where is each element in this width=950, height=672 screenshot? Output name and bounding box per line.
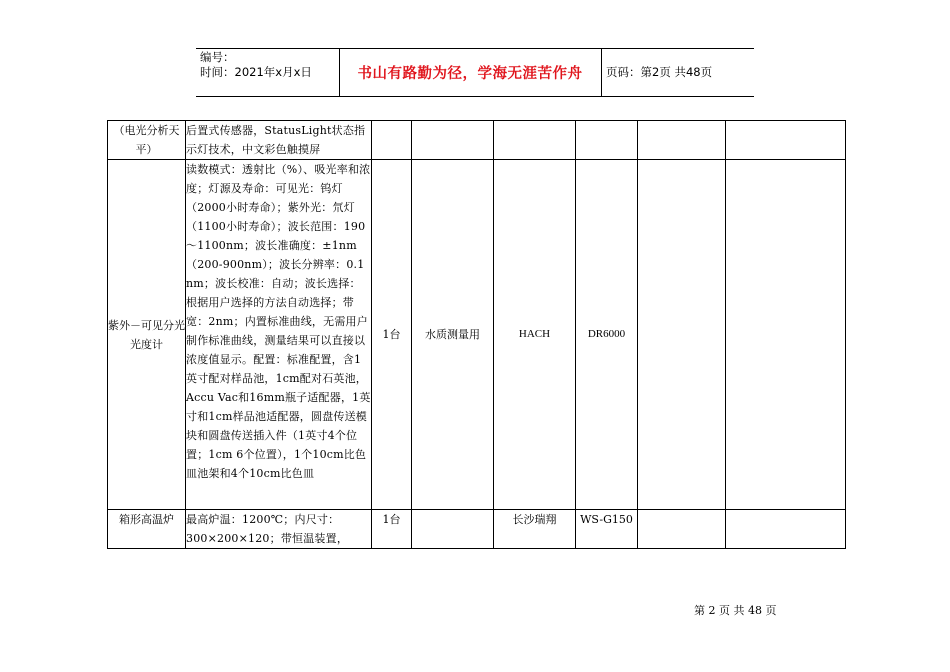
equipment-brand	[494, 121, 576, 160]
equipment-description: 读数模式：透射比（%）、吸光率和浓度；灯源及寿命：可见光：钨灯（2000小时寿命）；紫外光：氘灯（1100小时寿命）；波长范围：190～1100nm；波长准确度：±1nm（200-900nm）；波长分辨率：0.1 nm；波长校准：自动；波长选择：根据用户选择的方法自动选择；带宽：2nm；内置标准曲线，无需用户制作标准曲线，测量结果可以直接以浓度值显示。配置：标准配置，含1英寸配对样品池，1cm配对石英池，Accu Vac和16mm瓶子适配器，1英寸和1cm样品池适配器，圆盘传送模块和圆盘传送插入件（1英寸4个位置；1cm 6个位置），1个10cm比色皿池架和4个10cm比色皿	[186, 160, 372, 510]
header-bottom-rule	[196, 96, 754, 97]
equipment-name: 紫外－可见分光光度计	[108, 160, 186, 510]
equipment-brand: 长沙瑞翔	[494, 510, 576, 549]
equipment-model: WS-G150	[576, 510, 638, 549]
table-cell	[726, 160, 846, 510]
equipment-brand: HACH	[494, 160, 576, 510]
number-label: 编号：	[200, 50, 235, 64]
time-label: 时间：2021年x月x日	[200, 65, 312, 79]
table-cell	[638, 510, 726, 549]
equipment-purpose	[412, 121, 494, 160]
equipment-quantity	[372, 121, 412, 160]
equipment-purpose	[412, 510, 494, 549]
equipment-model	[576, 121, 638, 160]
table-cell	[638, 121, 726, 160]
table-row	[108, 121, 846, 160]
equipment-quantity: 1台	[372, 510, 412, 549]
equipment-name: （电光分析天平）	[108, 121, 186, 160]
equipment-purpose: 水质测量用	[412, 160, 494, 510]
header-motto: 书山有路勤为径，学海无涯苦作舟	[357, 65, 583, 82]
equipment-name: 箱形高温炉	[108, 510, 186, 549]
table-cell	[726, 510, 846, 549]
header-divider	[601, 48, 602, 96]
header-meta	[200, 50, 312, 80]
table-cell	[726, 121, 846, 160]
footer-page-number: 第 2 页 共 48 页	[694, 604, 777, 617]
table-cell	[638, 160, 726, 510]
equipment-quantity: 1台	[372, 160, 412, 510]
table-row	[108, 160, 846, 510]
header-page-number: 页码：第2页 共48页	[606, 65, 713, 79]
equipment-description: 最高炉温：1200℃；内尺寸：300×200×120；带恒温装置，	[186, 510, 372, 549]
table-row	[108, 510, 846, 549]
equipment-table	[107, 120, 846, 549]
equipment-description: 后置式传感器，StatusLight状态指示灯技术，中文彩色触摸屏	[186, 121, 372, 160]
equipment-model: DR6000	[576, 160, 638, 510]
